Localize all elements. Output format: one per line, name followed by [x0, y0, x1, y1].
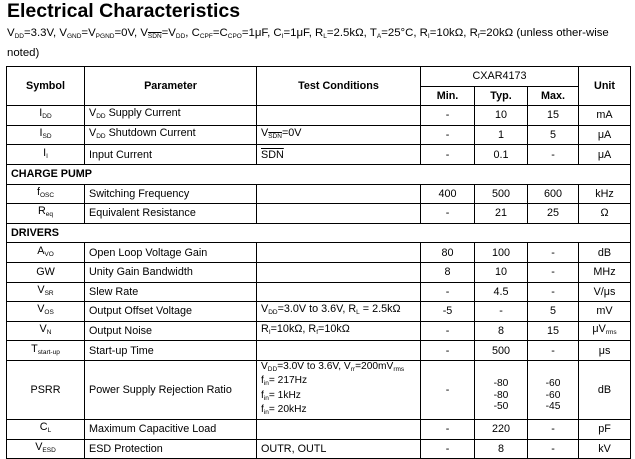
unit-cell: μA [579, 125, 631, 145]
section-row [7, 223, 631, 243]
table-row [7, 106, 631, 126]
electrical-characteristics-table [6, 66, 631, 459]
max-cell: - [528, 282, 579, 302]
unit-cell: MHz [579, 262, 631, 282]
unit-cell: μs [579, 341, 631, 361]
test-condition-cell: $\overline{SDN}$ [257, 145, 421, 165]
typ-cell: 0.1 [475, 145, 528, 165]
parameter-cell: Output Noise [85, 321, 257, 341]
typ-cell: 21 [475, 204, 528, 224]
typ-cell: 1 [475, 125, 528, 145]
table-row [7, 419, 631, 439]
min-cell: 8 [421, 262, 475, 282]
test-condition-cell: OUTR, OUTL [257, 439, 421, 459]
table-row [7, 439, 631, 459]
max-cell: - [528, 439, 579, 459]
unit-cell: V/μs [579, 282, 631, 302]
unit-cell: dB [579, 360, 631, 419]
table-body [7, 106, 631, 459]
unit-cell: Ω [579, 204, 631, 224]
max-cell: - [528, 262, 579, 282]
symbol-cell: $A_{VO}$ [7, 243, 85, 263]
test-condition-cell: $V_{DD}=3.0V$ to 3.6V, $R_L = 2.5k\Omega$ [257, 302, 421, 322]
parameter-cell: Switching Frequency [85, 184, 257, 204]
unit-cell: pF [579, 419, 631, 439]
symbol-cell: $I_{SD}$ [7, 125, 85, 145]
min-cell: - [421, 145, 475, 165]
max-cell: - [528, 243, 579, 263]
typ-cell: 220 [475, 419, 528, 439]
parameter-cell: Input Current [85, 145, 257, 165]
parameter-cell: $V_{DD}$ Supply Current [85, 106, 257, 126]
min-cell: - [421, 439, 475, 459]
max-cell: 25 [528, 204, 579, 224]
header-min: Min. [421, 86, 475, 106]
max-cell: 15 [528, 106, 579, 126]
min-cell: -5 [421, 302, 475, 322]
header-part-number: CXAR4173 [421, 67, 579, 87]
symbol-cell: $V_{ESD}$ [7, 439, 85, 459]
table-row [7, 184, 631, 204]
parameter-cell: Open Loop Voltage Gain [85, 243, 257, 263]
section-row [7, 164, 631, 184]
min-cell: - [421, 341, 475, 361]
unit-cell: mA [579, 106, 631, 126]
typ-cell: -80 -80 -50 [475, 360, 528, 419]
parameter-cell: Start-up Time [85, 341, 257, 361]
test-condition-cell: $R_I=10k\Omega$, $R_f=10k\Omega$ [257, 321, 421, 341]
typ-cell: 8 [475, 439, 528, 459]
symbol-cell: $I_I$ [7, 145, 85, 165]
section-label: CHARGE PUMP [7, 164, 631, 184]
typ-cell: 10 [475, 262, 528, 282]
symbol-cell: $R_{eq}$ [7, 204, 85, 224]
symbol-cell: $C_L$ [7, 419, 85, 439]
parameter-cell: Output Offset Voltage [85, 302, 257, 322]
table-row [7, 145, 631, 165]
typ-cell: 500 [475, 184, 528, 204]
typ-cell: 8 [475, 321, 528, 341]
header-unit: Unit [579, 67, 631, 106]
symbol-cell: PSRR [7, 360, 85, 419]
symbol-cell: $V_{OS}$ [7, 302, 85, 322]
typ-cell: 100 [475, 243, 528, 263]
test-condition-cell [257, 341, 421, 361]
header-max: Max. [528, 86, 579, 106]
table-row [7, 321, 631, 341]
header-test-conditions: Test Conditions [257, 67, 421, 106]
unit-cell: kV [579, 439, 631, 459]
symbol-cell: $T_{start-up}$ [7, 341, 85, 361]
max-cell: 15 [528, 321, 579, 341]
min-cell: - [421, 360, 475, 419]
parameter-cell: Maximum Capacitive Load [85, 419, 257, 439]
max-cell: - [528, 341, 579, 361]
unit-cell: $\mu V_{rms}$ [579, 321, 631, 341]
symbol-cell: $I_{DD}$ [7, 106, 85, 126]
table-row [7, 262, 631, 282]
max-cell: 600 [528, 184, 579, 204]
symbol-cell: $V_{SR}$ [7, 282, 85, 302]
section-label: DRIVERS [7, 223, 631, 243]
test-condition-cell [257, 204, 421, 224]
min-cell: - [421, 321, 475, 341]
unit-cell: mV [579, 302, 631, 322]
header-typ: Typ. [475, 86, 528, 106]
unit-cell: kHz [579, 184, 631, 204]
test-condition-cell [257, 262, 421, 282]
max-cell: 5 [528, 302, 579, 322]
typ-cell: 500 [475, 341, 528, 361]
table-row [7, 360, 631, 419]
parameter-cell: Slew Rate [85, 282, 257, 302]
test-conditions-note: $V_{DD}=3.3V$, $V_{GND}=V_{PGND}=0V$, $V_{\overline{SDN}}=V_{DD}$, $C_{CPF}=C_{CPO}=1\mu F$, $C_I=1\mu F$, $R_L=2.5k\Omega$, $T_A=25^\circ C$, $R_I=10k\Omega$, $R_f=20k\Omega$ (unless other-wise noted) [7, 27, 609, 59]
symbol-cell: $V_N$ [7, 321, 85, 341]
max-cell: - [528, 419, 579, 439]
min-cell: - [421, 106, 475, 126]
table-row [7, 282, 631, 302]
table-row [7, 125, 631, 145]
symbol-cell: $f_{OSC}$ [7, 184, 85, 204]
min-cell: - [421, 125, 475, 145]
min-cell: - [421, 282, 475, 302]
test-condition-cell [257, 106, 421, 126]
header-symbol: Symbol [7, 67, 85, 106]
table-row [7, 341, 631, 361]
test-condition-cell: $V_{\overline{SDN}}=0V$ [257, 125, 421, 145]
max-cell: 5 [528, 125, 579, 145]
test-condition-cell: $V_{DD}=3.0V$ to 3.6V, $V_{rr}=200mV_{rms}$ $f_{in}= 217Hz$ $f_{in}= 1kHz$ $f_{in}= 20kHz$ [257, 360, 421, 419]
parameter-cell: $V_{DD}$ Shutdown Current [85, 125, 257, 145]
table-row [7, 243, 631, 263]
test-condition-cell [257, 184, 421, 204]
table-row [7, 204, 631, 224]
table-row [7, 302, 631, 322]
parameter-cell: Unity Gain Bandwidth [85, 262, 257, 282]
test-condition-cell [257, 243, 421, 263]
max-cell: -60 -60 -45 [528, 360, 579, 419]
typ-cell: 4.5 [475, 282, 528, 302]
page-title: Electrical Characteristics [7, 0, 241, 22]
symbol-cell: GW [7, 262, 85, 282]
test-condition-cell [257, 419, 421, 439]
typ-cell: - [475, 302, 528, 322]
min-cell: 80 [421, 243, 475, 263]
min-cell: 400 [421, 184, 475, 204]
parameter-cell: Power Supply Rejection Ratio [85, 360, 257, 419]
typ-cell: 10 [475, 106, 528, 126]
parameter-cell: ESD Protection [85, 439, 257, 459]
max-cell: - [528, 145, 579, 165]
header-parameter: Parameter [85, 67, 257, 106]
unit-cell: μA [579, 145, 631, 165]
test-condition-cell [257, 282, 421, 302]
min-cell: - [421, 204, 475, 224]
parameter-cell: Equivalent Resistance [85, 204, 257, 224]
min-cell: - [421, 419, 475, 439]
unit-cell: dB [579, 243, 631, 263]
